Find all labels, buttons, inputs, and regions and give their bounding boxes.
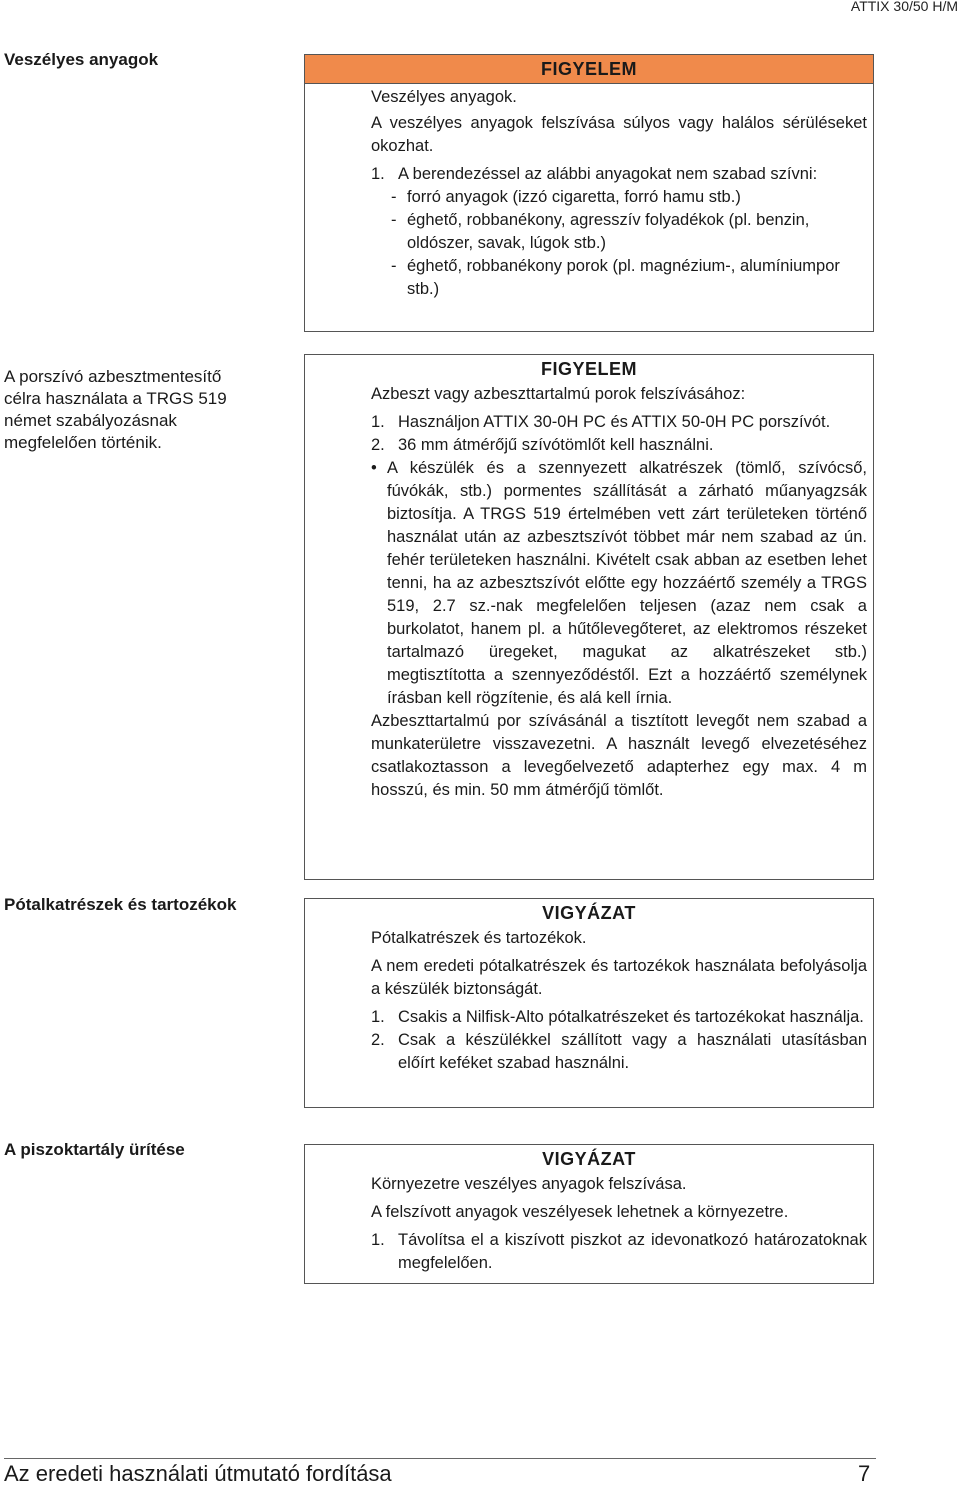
list-item: 1. A berendezéssel az alábbi anyagokat nem szabad szívni: xyxy=(371,165,818,183)
asbestos-note: A porszívó azbesztmentesítő célra használata a TRGS 519 német szabályozásnak megfelelően történik. xyxy=(4,367,227,452)
dash-item: - éghető, robbanékony porok (pl. magnézium-, alumíniumpor stb.) xyxy=(391,257,840,298)
warning-title: Veszélyes anyagok. xyxy=(371,88,517,106)
section-heading-emptying: A piszoktartály ürítése xyxy=(4,1140,185,1159)
caution-title: Pótalkatrészek és tartozékok. xyxy=(371,929,587,947)
dash-item: - forró anyagok (izzó cigaretta, forró hamu stb.) xyxy=(391,188,741,206)
hazardous-materials-warning xyxy=(304,54,874,332)
list-item: 1. Használjon ATTIX 30-0H PC és ATTIX 50-0H PC porszívót. xyxy=(371,413,831,431)
page-header-model: ATTIX 30/50 H/M xyxy=(850,0,958,14)
list-item: 1. Csakis a Nilfisk-Alto pótalkatrészeket és tartozékokat használja. xyxy=(371,1008,864,1026)
warning-header: FIGYELEM xyxy=(305,55,873,84)
caution-title: Környezetre veszélyes anyagok felszívása. xyxy=(371,1175,687,1193)
section-heading-hazardous: Veszélyes anyagok xyxy=(4,50,159,69)
page-number: 7 xyxy=(858,1461,871,1486)
caution-header: VIGYÁZAT xyxy=(305,899,873,927)
dash-item: - éghető, robbanékony, agresszív folyadékok (pl. benzin, oldószer, savak, lúgok stb.) xyxy=(391,211,810,252)
bullet-item: • A készülék és a szennyezett alkatrészek (tömlő, szívócső, fúvókák, stb.) pormentes szállítását a zárható műanyagzsák biztosítja. A TRGS 519 értelmében vett zárt területeken történő használat után az azbesztszívót többet már nem szabad az ún. fehér területeken használni. Kivételt csak abban az esetben lehet tenni, ha az azbesztszívót előtte egy hozzáértő személy a TRGS 519, 2.7 sz.-nak megfelelően teljesen (azaz nem csak a burkolatot, hanem pl. a hűtőlevegőteret, az elektromos részeket tartalmazó üregeket, magukat az alkatrészeket stb.) megtisztította a szennyeződéstől. Ezt a hozzáértő személynek írásban kell rögzítenie, és alá kell írnia. xyxy=(371,459,867,707)
list-item: 2. Csak a készülékkel szállított vagy a használati utasításban előírt keféket szabad használni. xyxy=(371,1031,867,1072)
spare-parts-caution xyxy=(304,898,874,1108)
caution-header: VIGYÁZAT xyxy=(305,1145,873,1173)
footer-divider xyxy=(4,1458,876,1459)
list-item: 2. 36 mm átmérőjű szívótömlőt kell használni. xyxy=(371,436,714,454)
caution-text: A felszívott anyagok veszélyesek lehetnek a környezetre. xyxy=(371,1203,789,1221)
caution-text: A nem eredeti pótalkatrészek és tartozékok használata befolyásolja a készülék biztonságát. xyxy=(371,957,867,998)
asbestos-warning xyxy=(304,354,874,880)
warning-text: A veszélyes anyagok felszívása súlyos vagy halálos sérüléseket okozhat. xyxy=(371,114,867,155)
environment-caution xyxy=(304,1144,874,1284)
warning-header: FIGYELEM xyxy=(305,355,873,383)
warning-text: Azbeszttartalmú por szívásánál a tisztított levegőt nem szabad a munkaterületre visszavezetni. A használt levegő elvezetéséhez csatlakoztasson a levegőelvezető adapterhez egy max. 4 m hosszú, és min. 50 mm átmérőjű tömlőt. xyxy=(371,712,867,799)
warning-title: Azbeszt vagy azbeszttartalmú porok felszívásához: xyxy=(371,385,746,403)
list-item: 1. Távolítsa el a kiszívott piszkot az idevonatkozó határozatoknak megfelelően. xyxy=(371,1231,867,1272)
footer-title: Az eredeti használati útmutató fordítása xyxy=(4,1461,392,1486)
section-heading-spare-parts: Pótalkatrészek és tartozékok xyxy=(4,895,237,914)
